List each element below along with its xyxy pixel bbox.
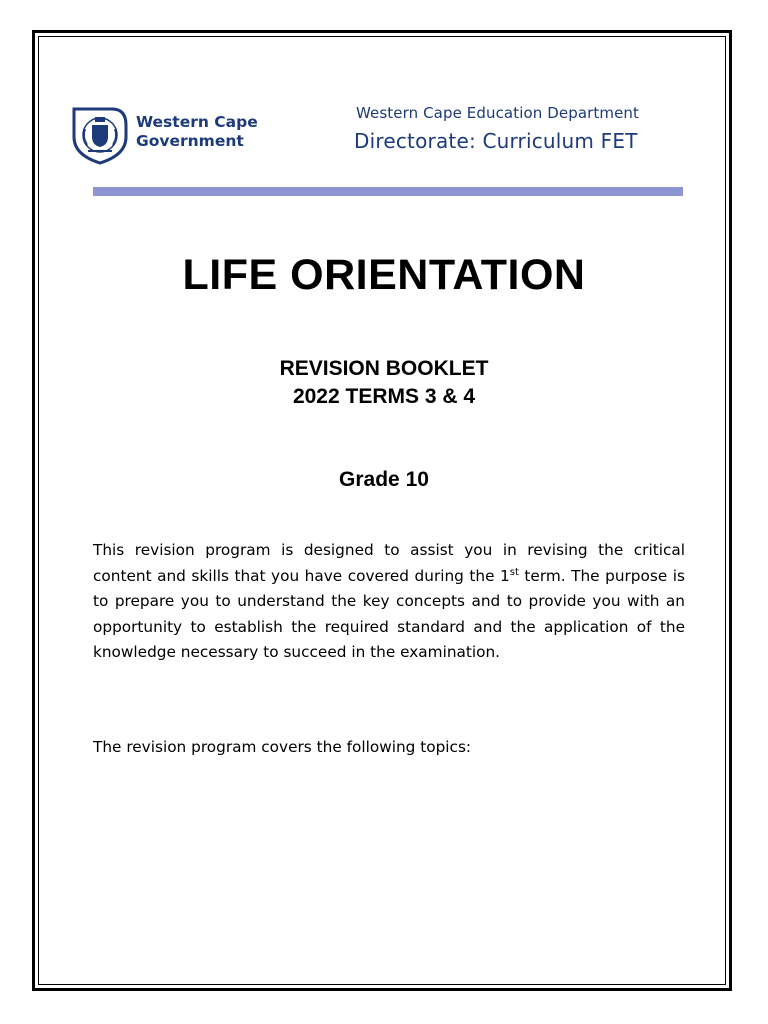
logo-line-2: Government bbox=[136, 132, 244, 150]
department-name: Western Cape Education Department bbox=[356, 104, 639, 122]
page-border bbox=[32, 30, 732, 991]
topics-intro: The revision program covers the following topics: bbox=[93, 738, 472, 756]
ordinal-suffix: st bbox=[509, 566, 519, 578]
western-cape-government-logo bbox=[70, 103, 280, 163]
subtitle-terms: 2022 TERMS 3 & 4 bbox=[292, 385, 476, 408]
grade-label: Grade 10 bbox=[339, 468, 429, 491]
logo-wordmark bbox=[136, 113, 258, 151]
intro-paragraph bbox=[93, 538, 685, 666]
subtitle-booklet: REVISION BOOKLET bbox=[279, 357, 489, 380]
logo-line-1: Western Cape bbox=[136, 113, 258, 131]
header-divider bbox=[93, 187, 683, 196]
directorate-name: Directorate: Curriculum FET bbox=[354, 129, 638, 153]
intro-text-part1: This revision program is designed to assist you in revising the critical content and skills that you have covered during the 1 bbox=[93, 541, 685, 585]
document-title: LIFE ORIENTATION bbox=[182, 251, 586, 299]
coat-of-arms-icon bbox=[70, 103, 130, 165]
intro-text-part2: term. The purpose is to prepare you to understand the key concepts and to provide you with an opportunity to establish the required standard and the application of the knowledge necessary to succeed in the examination. bbox=[93, 566, 685, 662]
page-border-inner bbox=[38, 36, 726, 985]
